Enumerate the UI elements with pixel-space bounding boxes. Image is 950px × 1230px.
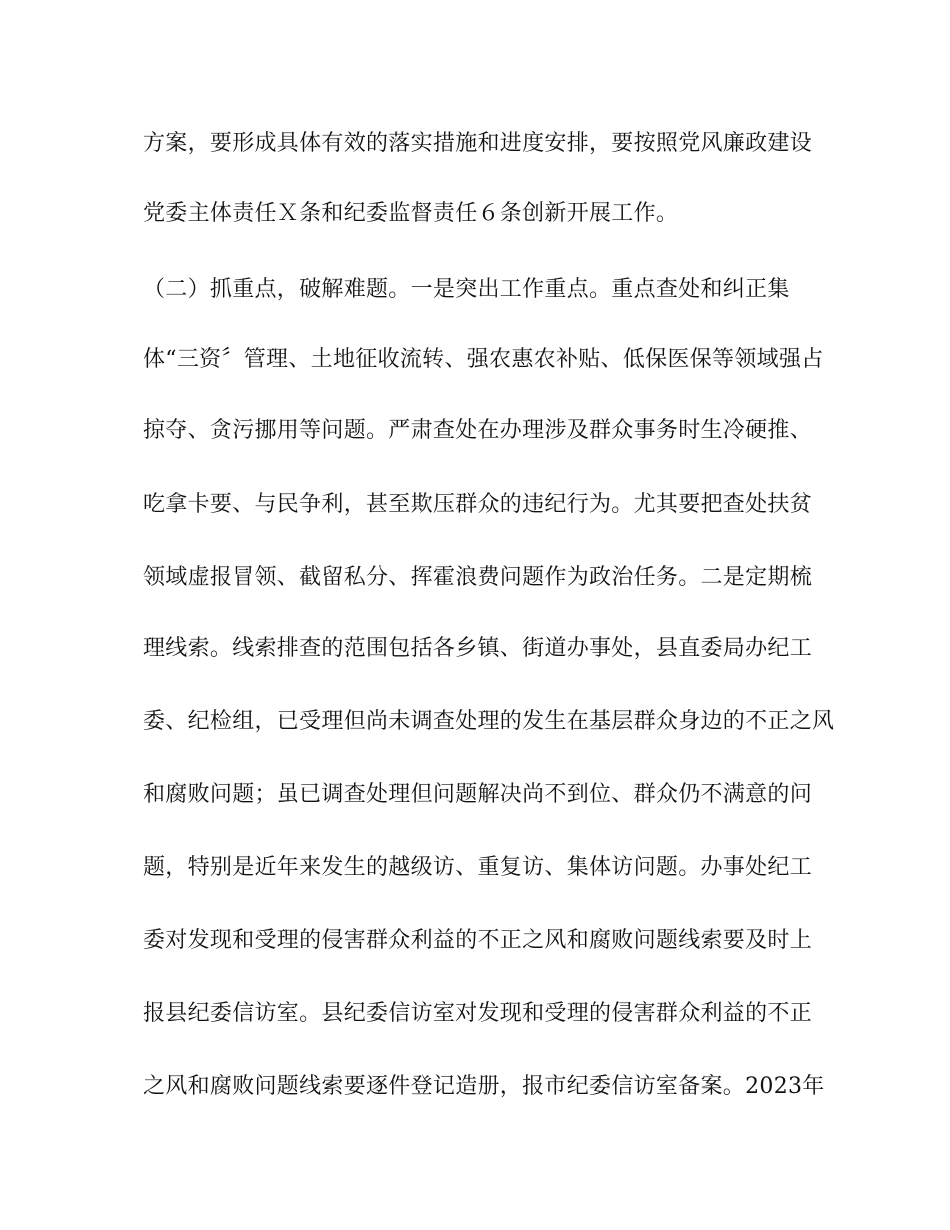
text-line: 方案，要形成具体有效的落实措施和进度安排，要按照党风廉政建设 xyxy=(143,131,813,156)
text-line: 党委主体责任Ｘ条和纪委监督责任６条创新开展工作。 xyxy=(143,201,679,226)
text-line: 和腐败问题；虽已调查处理但问题解决尚不到位、群众仍不满意的问 xyxy=(143,782,813,807)
text-line: 体“三资〞管理、土地征收流转、强农惠农补贴、低保医保等领域强占 xyxy=(143,347,824,372)
text-line: 理线索。线索排查的范围包括各乡镇、街道办事处，县直委局办纪工 xyxy=(143,636,813,661)
text-line: 报县纪委信访室。县纪委信访室对发现和受理的侵害群众利益的不正 xyxy=(143,1001,813,1026)
text-line: 题，特别是近年来发生的越级访、重复访、集体访问题。办事处纪工 xyxy=(143,855,813,880)
text-line: 委、纪检组，已受理但尚未调查处理的发生在基层群众身边的不正之风 xyxy=(143,709,835,734)
text-line: 掠夺、贪污挪用等问题。严肃查处在办理涉及群众事务时生冷硬推、 xyxy=(143,418,813,443)
text-line: 吃拿卡要、与民争利，甚至欺压群众的违纪行为。尤其要把查处扶贫 xyxy=(143,492,813,517)
text-line: 委对发现和受理的侵害群众利益的不正之风和腐败问题线索要及时上 xyxy=(143,928,813,953)
text-line: （二）抓重点，破解难题。一是突出工作重点。重点查处和纠正集 xyxy=(143,277,790,302)
text-line: 领域虚报冒领、截留私分、挥霍浪费问题作为政治任务。二是定期梳 xyxy=(143,565,813,590)
text-line: 之风和腐败问题线索要逐件登记造册，报市纪委信访室备案。2023年 xyxy=(143,1074,825,1099)
